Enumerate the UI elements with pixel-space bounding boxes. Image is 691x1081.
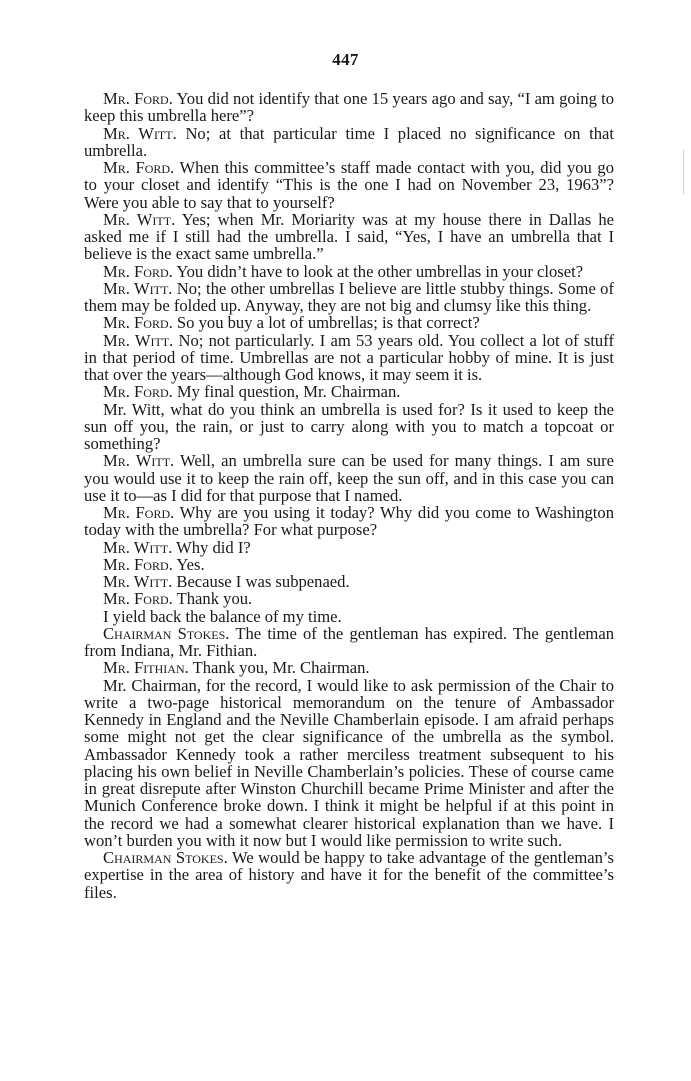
speaker-name: Mr. Ford <box>103 503 171 522</box>
paragraph-text: You didn’t have to look at the other umbrellas in your closet? <box>176 261 584 281</box>
paragraph-text: Well, an umbrella sure can be used for many things. I am sure you would use it to keep the rain off, keep the sun off, and in this case you can use it to—as I did for that purpose that I named. <box>84 451 614 505</box>
transcript-paragraph: Chairman Stokes. The time of the gentleman has expired. The gentleman from Indiana, Mr. Fithian. <box>84 623 615 660</box>
transcript-paragraph: Mr. Witt. Well, an umbrella sure can be used for many things. I am sure you would use it to keep the rain off, keep the sun off, and in this case you can use it to—as I did for that purpose that I named. <box>84 451 614 505</box>
transcript-paragraph: Mr. Ford. Why are you using it today? Why did you come to Washington today with the umbrella? For what purpose? <box>84 503 614 540</box>
paragraph-text: Because I was subpenaed. <box>176 572 350 591</box>
speaker-name: Mr. Ford <box>103 554 169 574</box>
speaker-name: Mr. Witt <box>103 209 172 229</box>
speaker-name: Mr. Witt <box>103 330 170 350</box>
paragraph-text: I yield back the balance of my time. <box>103 606 342 626</box>
transcript-paragraph: Mr. Witt. No; not particularly. I am 53 years old. You collect a lot of stuff in that period of time. Umbrellas are not a particular hobby of mine. It is just that over the years—although God knows, it may seem it is. <box>84 330 614 384</box>
speaker-name: Mr. Ford <box>103 589 169 609</box>
transcript-paragraph <box>84 608 614 625</box>
transcript-paragraph <box>84 401 614 453</box>
transcript-paragraph: Mr. Fithian. Thank you, Mr. Chairman. <box>103 658 370 678</box>
transcript-paragraph: Mr. Witt. Why did I? <box>103 537 251 557</box>
transcript-paragraph: Chairman Stokes. We would be happy to take advantage of the gentleman’s expertise in the area of history and have it for the benefit of the committee’s files. <box>84 848 614 902</box>
transcript-paragraph: Mr. Ford. Thank you. <box>103 589 253 609</box>
paragraph-text: My final question, Mr. Chairman. <box>176 382 401 402</box>
transcript-paragraph: Mr. Ford. You didn’t have to look at the other umbrellas in your closet? <box>103 261 584 281</box>
transcript-paragraph: Mr. Witt. Because I was subpenaed. <box>103 572 350 591</box>
speaker-name: Chairman Stokes <box>103 848 224 867</box>
paragraph-text: Mr. Chairman, for the record, I would like to ask permission of the Chair to write a two-page historical memorandum on the tenure of Ambassador Kennedy in England and the Neville Chamberlain episode. I am afraid perhaps some might not get the clear significance of the umbrella as the symbol. Ambassador Kennedy took a rather merciless treatment subsequent to his placing his own belief in Neville Chamberlain’s policies. These of course came in great disrepute after Winston Churchill became Prime Minister and after the Munich Conference broke down. I think it might be helpful if at this point in the record we had a somewhat clearer historical explanation than we have. I won’t burden you with it now but I would like permission to write such. <box>84 675 614 850</box>
transcript-paragraph: Mr. Ford. You did not identify that one 15 years ago and say, “I am going to keep this umbrella here”? <box>84 89 614 126</box>
paragraph-text: Yes; when Mr. Moriarity was at my house there in Dallas he asked me if I still had the umbrella. I said, “Yes, I have an umbrella that I believe is the exact same umbrella.” <box>84 209 615 264</box>
speaker-name: Mr. Witt <box>103 451 171 471</box>
paragraph-text: The time of the gentleman has expired. The gentleman from Indiana, Mr. Fithian. <box>84 623 615 660</box>
paragraph-text: No; not particularly. I am 53 years old. You collect a lot of stuff in that period of time. Umbrellas are not a particular hobby of mine. It is just that over the years—although God knows, it may seem it is. <box>84 330 614 384</box>
paragraph-text: You did not identify that one 15 years ago and say, “I am going to keep this umbrella here”? <box>84 89 614 126</box>
speaker-name: Mr. Ford <box>103 382 169 402</box>
speaker-name: Mr. Fithian <box>103 658 185 678</box>
paragraph-text: Yes. <box>176 554 205 574</box>
transcript-paragraph: Mr. Witt. No; at that particular time I placed no significance on that umbrella. <box>84 123 615 160</box>
paragraph-text: No; the other umbrellas I believe are little stubby things. Some of them may be folded up. Anyway, they are not big and clumsy like this thing. <box>84 278 615 315</box>
paragraph-text: Thank you, Mr. Chairman. <box>192 658 370 678</box>
speaker-name: Mr. Witt <box>103 537 169 557</box>
page-number: 447 <box>332 50 359 69</box>
transcript-paragraph: Mr. Witt. No; the other umbrellas I believe are little stubby things. Some of them may be folded up. Anyway, they are not big and clumsy like this thing. <box>84 278 615 315</box>
speaker-name: Mr. Ford <box>103 313 169 333</box>
speaker-name: Mr. Witt <box>103 123 173 143</box>
speaker-name: Chairman Stokes <box>103 623 226 643</box>
paragraph-text: When this committee’s staff made contact with you, did you go to your closet and identify “This is the one I had on November 23, 1963”? Were you able to say that to yourself? <box>84 158 614 212</box>
paragraph-text: Thank you. <box>176 589 253 609</box>
paragraph-text: We would be happy to take advantage of the gentleman’s expertise in the area of history and have it for the benefit of the committee’s files. <box>84 848 614 902</box>
transcript-paragraph: Mr. Ford. So you buy a lot of umbrellas; is that correct? <box>103 313 480 333</box>
paragraph-text: Why are you using it today? Why did you come to Washington today with the umbrella? For what purpose? <box>84 503 614 540</box>
transcript-body <box>84 90 614 901</box>
paragraph-text: Mr. Witt, what do you think an umbrella is used for? Is it used to keep the sun off you, the rain, or just to carry along with you to match a topcoat or something? <box>84 399 614 453</box>
transcript-paragraph <box>84 677 614 850</box>
speaker-name: Mr. Witt <box>103 572 169 591</box>
transcript-paragraph: Mr. Ford. When this committee’s staff made contact with you, did you go to your closet and identify “This is the one I had on November 23, 1963”? Were you able to say that to yourself? <box>84 158 614 212</box>
transcript-paragraph: Mr. Ford. My final question, Mr. Chairman. <box>103 382 401 402</box>
paragraph-text: Why did I? <box>176 537 251 557</box>
transcript-paragraph: Mr. Witt. Yes; when Mr. Moriarity was at my house there in Dallas he asked me if I still had the umbrella. I said, “Yes, I have an umbrella that I believe is the exact same umbrella.” <box>84 209 615 264</box>
speaker-name: Mr. Ford <box>103 158 171 177</box>
paragraph-text: No; at that particular time I placed no significance on that umbrella. <box>84 123 615 160</box>
transcript-paragraph: Mr. Ford. Yes. <box>103 554 205 574</box>
speaker-name: Mr. Witt <box>103 278 169 298</box>
paragraph-text: So you buy a lot of umbrellas; is that correct? <box>176 313 480 333</box>
margin-scan-mark <box>683 150 684 194</box>
speaker-name: Mr. Ford <box>103 89 169 108</box>
speaker-name: Mr. Ford <box>103 261 169 281</box>
